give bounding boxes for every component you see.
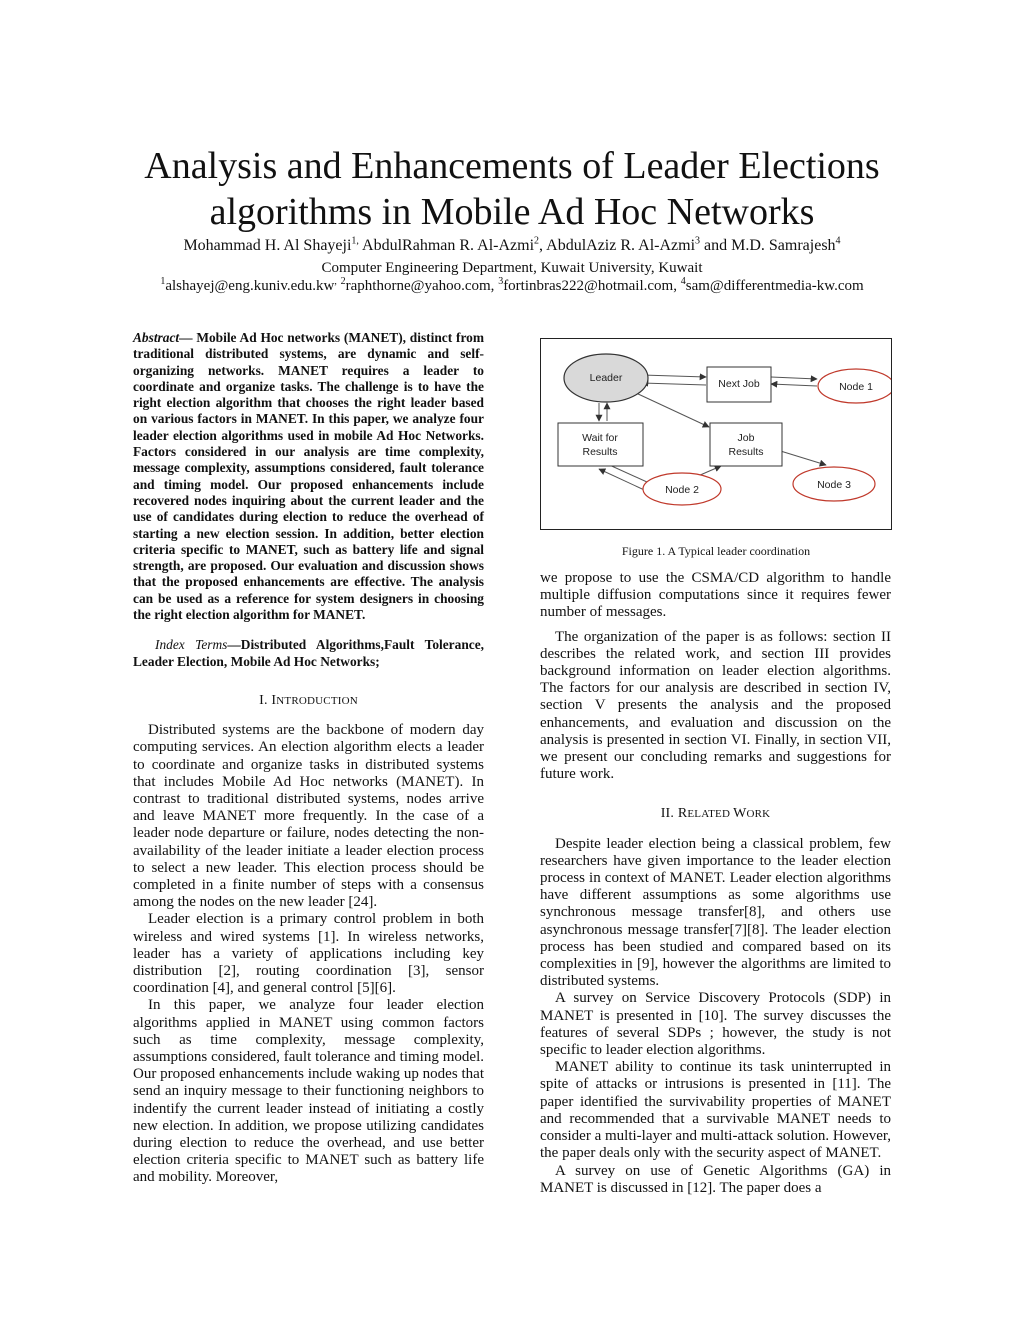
author-1-affil: 1 bbox=[351, 235, 357, 247]
job-results-line2: Results bbox=[728, 446, 764, 458]
intro-paragraph-3: In this paper, we analyze four leader election algorithms applied in MANET using common factors such as time complexity, message complexity, assumptions considered, fault tolerance and timing model. Our proposed enhancements include waking up nodes that send an inquiry message to their functioning neighbors to indentify the current leader instead of initiating a costly new election. In addition, we propose utilizing candidates during election to reduce the overhead, and use better election criteria specific to MANET such as battery life and mobility. Moreover, bbox=[133, 997, 484, 1186]
section-title-rest: ORK bbox=[746, 808, 771, 821]
email-2[interactable]: raphthorne@yahoo.com, bbox=[345, 278, 499, 294]
intro-paragraph-2: Leader election is a primary control problem in both wireless and wired systems [1]. In wireless networks, leader has a variety of applications including key distribution [2], routing coordination [3], sensor coordination [4], and general control [5][6]. bbox=[133, 911, 484, 997]
author-1: Mohammad H. Al Shayeji bbox=[183, 237, 352, 254]
abstract-label: Abstract bbox=[133, 330, 180, 345]
section-heading-related-work bbox=[540, 805, 891, 823]
email-4-affil: 4 bbox=[680, 276, 686, 287]
author-4: and M.D. Samrajesh bbox=[700, 237, 836, 254]
organization-paragraph: The organization of the paper is as follows: section II describes the related work, and section III provides background information on leader election algorithms. The factors for our analysis are described in section IV, section V presents the analysis and the proposed enhancements, and evaluation and discussion on the analysis is presented in section VI. Finally, in section VII, we present our concluding remarks and suggestions for future work. bbox=[540, 628, 891, 783]
intro-paragraph-1: Distributed systems are the backbone of modern day computing services. An election algorithm elects a leader to coordinate and organize tasks in distributed systems that includes Mobile Ad Hoc networks (MANET). In contrast to traditional distributed systems, nodes arrive and leave MANET more frequently. In the case of a leader node departure or failure, nodes detecting the non-availability of the leader initiate a leader election process to select a new leader. This election process should be completed in a finite number of steps with a consensus among the nodes on the new leader [24]. bbox=[133, 722, 484, 911]
abstract-text: Mobile Ad Hoc networks (MANET), distinct from traditional distributed systems, are dynamic and self-organizing networks. MANET requires a leader to coordinate and organize tasks. The challenge is to have the right election algorithm that chooses the right leader based on various factors in MANET. In this paper, we analyze four leader election algorithms used in mobile Ad Hoc Networks. Factors considered in our analysis are time complexity, message complexity, assumptions considered, fault tolerance and timing model. Our proposed enhancements include recovered nodes inquiring about the current leader and the use of candidates during election to reduce the overhead of starting a new election session. In addition, better election criteria specific to MANET, such as battery life and signal strength, are proposed. Our evaluation and discussion shows that the proposed enhancements are effective. The analysis can be used as a reference for system designers in choosing the right election algorithm for MANET. bbox=[133, 330, 484, 623]
edge-nextjob-node1 bbox=[771, 377, 817, 379]
section-heading-introduction bbox=[133, 692, 484, 710]
email-1-affil: 1 bbox=[160, 276, 166, 287]
email-1[interactable]: alshayej@eng.kuniv.edu.kw bbox=[165, 278, 335, 294]
node1-label: Node 1 bbox=[839, 381, 873, 393]
leader-label: Leader bbox=[589, 372, 623, 384]
index-terms bbox=[133, 637, 484, 670]
job-results-box bbox=[710, 423, 782, 466]
edge-leader-jobresults bbox=[636, 393, 709, 427]
paper-title bbox=[0, 143, 1024, 235]
related-paragraph-1: Despite leader election being a classical problem, few researchers have given importance to the leader election process in context of MANET. Leader election algorithms have different assumptions as some algorithms use synchronous message transfer[8], and others use asynchronous message transfer[7][8]. The leader election process has been studied and compared based on its complexities in [9], however the algorithms are limited to distributed systems. bbox=[540, 835, 891, 990]
node2-label: Node 2 bbox=[665, 484, 699, 496]
index-terms-text: —Distributed Algorithms,Fault Tolerance, Leader Election, Mobile Ad Hoc Networks; bbox=[133, 637, 484, 669]
email-3[interactable]: fortinbras222@hotmail.com, bbox=[503, 278, 681, 294]
wait-results-box bbox=[558, 423, 643, 466]
node3-label: Node 3 bbox=[817, 479, 851, 491]
abstract bbox=[133, 330, 484, 623]
related-paragraph-3: MANET ability to continue its task uninterrupted in spite of attacks or intrusions is presented in [11]. The paper identified the survivability properties of MANET and recommended that a survivable MANET needs to consider a multi-layer and multi-attack solution. However, the paper deals only with the security aspect of MANET. bbox=[540, 1059, 891, 1162]
affiliation: Computer Engineering Department, Kuwait University, Kuwait bbox=[321, 260, 703, 276]
author-2: AbdulRahman R. Al-Azmi bbox=[358, 237, 535, 254]
section-first-letter: R bbox=[677, 806, 688, 822]
edge-nextjob-leader bbox=[642, 383, 706, 385]
figure-1-caption: Figure 1. A Typical leader coordination bbox=[621, 544, 811, 558]
figure-1-diagram bbox=[540, 338, 892, 530]
email-2-affil: 2 bbox=[340, 276, 346, 287]
title-line-1: Analysis and Enhancements of Leader Elections bbox=[144, 145, 880, 187]
index-terms-label: Index Terms bbox=[155, 637, 228, 653]
section-title-rest: NTRODUCTION bbox=[276, 694, 358, 707]
section-first-letter: I bbox=[271, 692, 277, 708]
author-sep: , bbox=[356, 235, 359, 247]
section-numeral: I. bbox=[259, 692, 272, 708]
author-3-affil: 3 bbox=[695, 235, 701, 247]
job-results-line1: Job bbox=[737, 432, 755, 444]
author-3: , AbdulAziz R. Al-Azmi bbox=[539, 237, 696, 254]
coordination-diagram bbox=[541, 339, 891, 529]
wait-results-line1: Wait for bbox=[582, 432, 618, 444]
author-4-affil: 4 bbox=[835, 235, 841, 247]
author-2-affil: 2 bbox=[534, 235, 540, 247]
author-list bbox=[0, 236, 1024, 256]
email-list bbox=[0, 276, 1024, 296]
next-job-label: Next Job bbox=[718, 378, 760, 390]
related-paragraph-4: A survey on use of Genetic Algorithms (GA) in MANET is discussed in [12]. The paper does a bbox=[540, 1162, 891, 1196]
right-column bbox=[540, 570, 891, 1197]
continuation-paragraph: we propose to use the CSMA/CD algorithm to handle multiple diffusion computations since it requires fewer number of messages. bbox=[540, 570, 891, 621]
abstract-dash: — bbox=[179, 330, 197, 345]
section-first-letter: W bbox=[733, 806, 747, 822]
title-line-2: algorithms in Mobile Ad Hoc Networks bbox=[209, 191, 815, 233]
email-sep: , bbox=[334, 276, 337, 287]
email-4[interactable]: sam@differentmedia-kw.com bbox=[685, 278, 864, 294]
left-column bbox=[133, 330, 484, 1187]
edge-leader-nextjob bbox=[642, 375, 706, 377]
wait-results-line2: Results bbox=[582, 446, 618, 458]
edge-node1-nextjob bbox=[771, 384, 817, 386]
related-paragraph-2: A survey on Service Discovery Protocols (SDP) in MANET is presented in [10]. The survey discusses the features of several SDPs ; however, the study is not specific to leader election algorithms. bbox=[540, 990, 891, 1059]
section-numeral: II. bbox=[660, 806, 678, 822]
section-title-rest: ELATED bbox=[687, 808, 734, 821]
email-3-affil: 3 bbox=[498, 276, 504, 287]
